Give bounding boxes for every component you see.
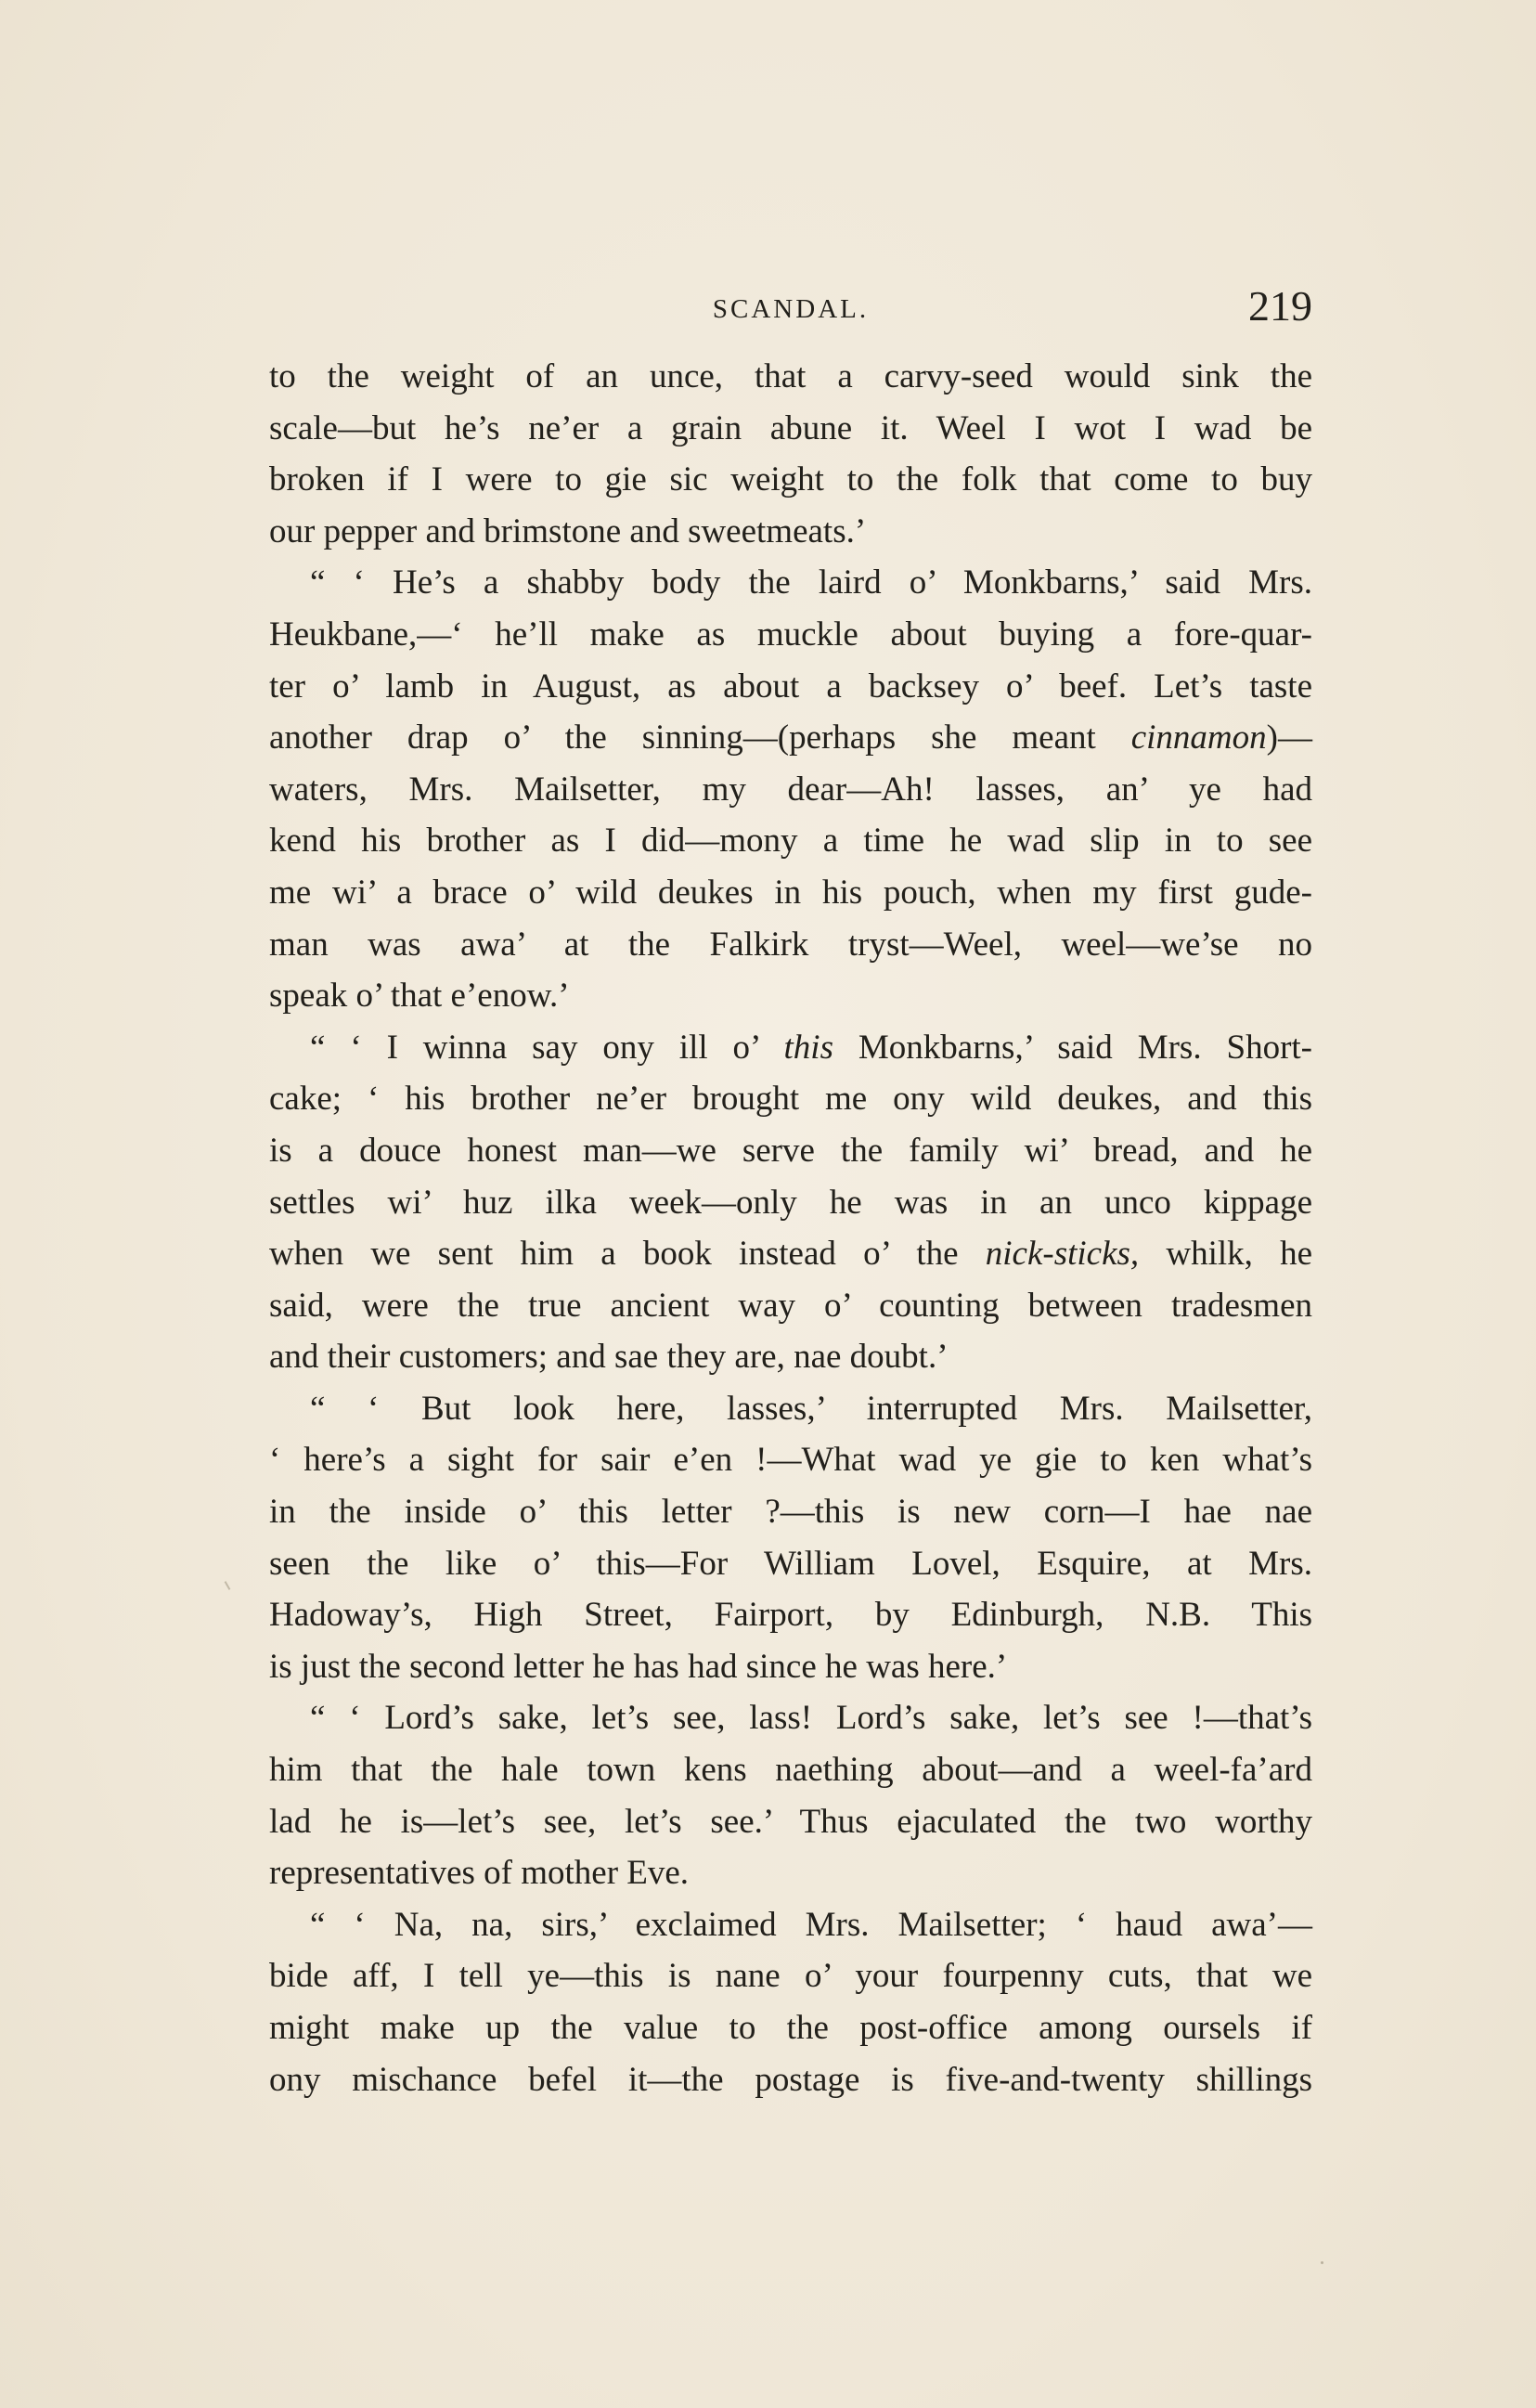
text-line: ‘ here’s a sight for sair e’en !—What wad ye gie to ken what’s: [269, 1441, 1312, 1480]
text-line: me wi’ a brace o’ wild deukes in his pouch, when my first gude-: [269, 873, 1312, 912]
page-header: [269, 281, 1312, 337]
text-line: waters, Mrs. Mailsetter, my dear—Ah! lasses, an’ ye had: [269, 770, 1312, 809]
body-text: [269, 351, 1312, 2105]
text-line: scale—but he’s ne’er a grain abune it. Weel I wot I wad be: [269, 408, 1312, 447]
text-line: lad he is—let’s see, let’s see.’ Thus ejaculated the two worthy: [269, 1802, 1312, 1841]
italic-word: this: [783, 1028, 833, 1067]
text-line: when we sent him a book instead o’ the nick-sticks, whilk, he: [269, 1235, 1313, 1274]
text-line: in the inside o’ this letter ?—this is new corn—I hae nae: [269, 1493, 1312, 1532]
text-line: “ ‘ I winna say ony ill o’ this Monkbarns,’ said Mrs. Short-: [310, 1028, 1312, 1067]
margin-mark: [225, 1581, 231, 1590]
page-number: 219: [1248, 282, 1312, 330]
text-line: speak o’ that e’enow.’: [269, 977, 570, 1016]
text-line: settles wi’ huz ilka week—only he was in an unco kippage: [269, 1183, 1312, 1222]
text-line: another drap o’ the sinning—(perhaps she meant cinnamon)—: [269, 719, 1312, 757]
italic-word: nick-sticks,: [985, 1235, 1140, 1274]
italic-word: cinnamon: [1130, 719, 1267, 757]
text-line: Hadoway’s, High Street, Fairport, by Edinburgh, N.B. This: [269, 1596, 1312, 1635]
text-line: ter o’ lamb in August, as about a backsey o’ beef. Let’s taste: [269, 667, 1312, 706]
text-line: cake; ‘ his brother ne’er brought me ony wild deukes, and this: [269, 1080, 1312, 1119]
text-line: him that the hale town kens naething about—and a weel-fa’ard: [269, 1751, 1312, 1790]
text-line: “ ‘ Na, na, sirs,’ exclaimed Mrs. Mailsetter; ‘ haud awa’—: [310, 1905, 1312, 1944]
text-line: said, were the true ancient way o’ counting between tradesmen: [269, 1286, 1312, 1325]
text-line: is just the second letter he has had since he was here.’: [269, 1647, 1008, 1686]
text-line: bide aff, I tell ye—this is nane o’ your fourpenny cuts, that we: [269, 1957, 1312, 1996]
text-line: to the weight of an unce, that a carvy-seed would sink the: [269, 357, 1312, 395]
text-line: broken if I were to gie sic weight to the folk that come to buy: [269, 460, 1312, 499]
text-line: representatives of mother Eve.: [269, 1854, 690, 1893]
text-line: “ ‘ He’s a shabby body the laird o’ Monkbarns,’ said Mrs.: [310, 563, 1312, 602]
text-line: our pepper and brimstone and sweetmeats.’: [269, 511, 867, 550]
text-line: man was awa’ at the Falkirk tryst—Weel, weel—we’se no: [269, 925, 1312, 964]
text-line: ony mischance befel it—the postage is five-and-twenty shillings: [269, 2060, 1312, 2099]
running-head: SCANDAL.: [712, 294, 870, 324]
text-line: might make up the value to the post-office among oursels if: [269, 2009, 1312, 2047]
text-line: “ ‘ But look here, lasses,’ interrupted Mrs. Mailsetter,: [310, 1389, 1312, 1428]
text-line: and their customers; and sae they are, nae doubt.’: [269, 1338, 949, 1377]
text-line: seen the like o’ this—For William Lovel, Esquire, at Mrs.: [269, 1544, 1312, 1583]
text-line: “ ‘ Lord’s sake, let’s see, lass! Lord’s sake, let’s see !—that’s: [310, 1699, 1312, 1738]
text-line: kend his brother as I did—mony a time he wad slip in to see: [269, 822, 1312, 861]
text-line: is a douce honest man—we serve the family wi’ bread, and he: [269, 1131, 1312, 1170]
paper-speck: [1321, 2261, 1323, 2264]
text-line: Heukbane,—‘ he’ll make as muckle about buying a fore-quar-: [269, 615, 1312, 654]
